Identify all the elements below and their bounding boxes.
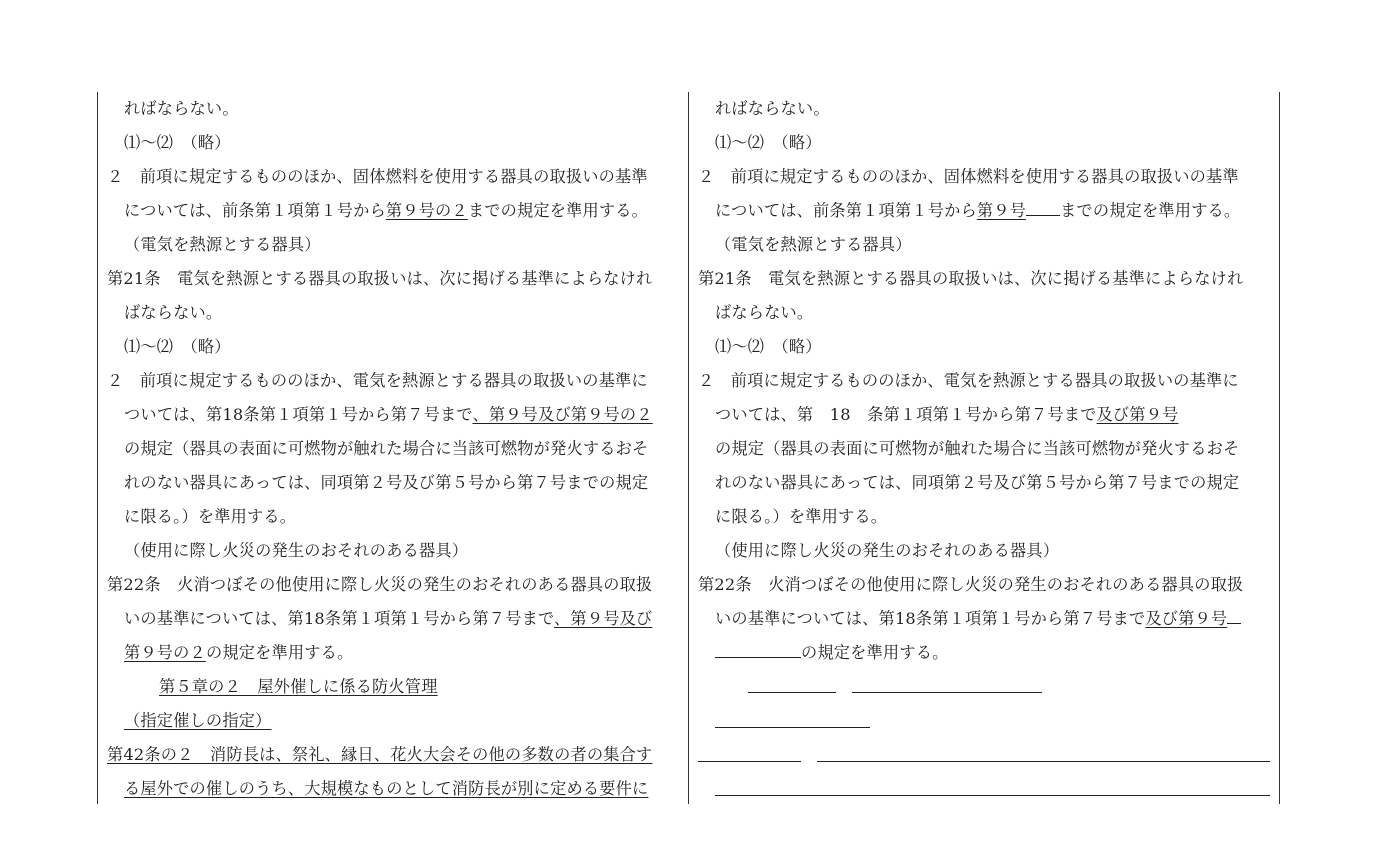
amended-text: 第９号の２: [124, 643, 206, 662]
article-21: 第21条 電気を熱源とする器具の取扱いは、次に掲げる基準によらなけれ: [107, 269, 653, 288]
blank-underline: [817, 761, 1270, 762]
right-line-4: については、前条第１項第１号から第９号 までの規定を準用する。: [715, 194, 1240, 228]
left-line-9: ２ 前項に規定するもののほか、電気を熱源とする器具の取扱いの基準に: [107, 371, 648, 390]
left-line-16: いの基準については、第18条第１項第１号から第７号まで、第９号及び: [124, 609, 653, 628]
chapter-heading-5-2: 第５章の２ 屋外催しに係る防火管理: [159, 677, 438, 696]
right-line-17: の規定を準用する。: [715, 636, 949, 670]
left-line-1: ればならない。: [124, 99, 239, 118]
left-line-11: の規定（器具の表面に可燃物が触れた場合に当該可燃物が発火するおそ: [124, 439, 649, 458]
left-line-2: ⑴～⑵ （略）: [124, 133, 231, 152]
article-heading-22: （使用に際し火災の発生のおそれのある器具）: [124, 541, 469, 560]
blank-underline: [748, 692, 836, 693]
underlined-text: 及び第９号: [1145, 609, 1228, 628]
article-42-2: 第42条の２ 消防長は、祭礼、縁日、花火大会その他の多数の者の集合す: [107, 745, 653, 764]
right-line-9: ２ 前項に規定するもののほか、電気を熱源とする器具の取扱いの基準に: [698, 371, 1239, 390]
blank-underline: [715, 637, 801, 658]
right-line-11: の規定（器具の表面に可燃物が触れた場合に当該可燃物が発火するおそ: [715, 439, 1240, 458]
right-line-7: ばならない。: [715, 303, 814, 322]
right-article-heading-22: （使用に際し火災の発生のおそれのある器具）: [715, 541, 1060, 560]
blank-underline: [715, 727, 870, 728]
left-line-13: に限る。）を準用する。: [124, 507, 297, 526]
right-line-1: ればならない。: [715, 99, 830, 118]
right-line-12: れのない器具にあっては、同項第２号及び第５号から第７号までの規定: [715, 473, 1240, 492]
right-article-21: 第21条 電気を熱源とする器具の取扱いは、次に掲げる基準によらなけれ: [698, 269, 1244, 288]
right-line-8: ⑴～⑵ （略）: [715, 337, 822, 356]
right-paragraph-2-start: ２ 前項に規定するもののほか、固体燃料を使用する器具の取扱いの基準: [698, 167, 1239, 186]
blank-underline: [698, 761, 801, 762]
underlined-text: 及び第９号: [1096, 405, 1179, 424]
left-line-21: る屋外での催しのうち、大規模なものとして消防長が別に定める要件に: [124, 779, 649, 798]
left-paragraph-2-start: ２ 前項に規定するもののほか、固体燃料を使用する器具の取扱いの基準: [107, 167, 648, 186]
left-line-7: ばならない。: [124, 303, 223, 322]
left-line-17: 第９号の２の規定を準用する。: [124, 643, 354, 662]
left-line-12: れのない器具にあっては、同項第２号及び第５号から第７号までの規定: [124, 473, 649, 492]
left-line-8: ⑴～⑵ （略）: [124, 337, 231, 356]
article-22: 第22条 火消つぼその他使用に際し火災の発生のおそれのある器具の取扱: [107, 575, 653, 594]
amended-text: 、第９号及び第９号の２: [472, 405, 653, 424]
amended-text: 第９号の２: [385, 201, 468, 220]
amended-text: 、第９号及び: [554, 609, 653, 628]
column-divider: [688, 92, 689, 804]
left-line-4: については、前条第１項第１号から第９号の２までの規定を準用する。: [124, 201, 649, 220]
right-line-2: ⑴～⑵ （略）: [715, 133, 822, 152]
blank-underline: [1227, 603, 1241, 624]
right-article-22: 第22条 火消つぼその他使用に際し火災の発生のおそれのある器具の取扱: [698, 575, 1244, 594]
article-heading-21: （電気を熱源とする器具）: [124, 235, 321, 254]
right-line-13: に限る。）を準用する。: [715, 507, 888, 526]
right-article-heading-21: （電気を熱源とする器具）: [715, 235, 912, 254]
blank-underline: [852, 692, 1042, 693]
right-line-16: いの基準については、第18条第１項第１号から第７号まで及び第９号: [715, 602, 1241, 636]
blank-underline: [715, 795, 1270, 796]
right-line-10: ついては、第 18 条第１項第１号から第７号まで及び第９号: [715, 405, 1179, 424]
underlined-text: 第９号: [976, 201, 1027, 220]
blank-underline: [1026, 195, 1060, 216]
article-heading-42-2: （指定催しの指定）: [124, 711, 272, 730]
left-line-10: ついては、第18条第１項第１号から第７号まで、第９号及び第９号の２: [124, 405, 653, 424]
